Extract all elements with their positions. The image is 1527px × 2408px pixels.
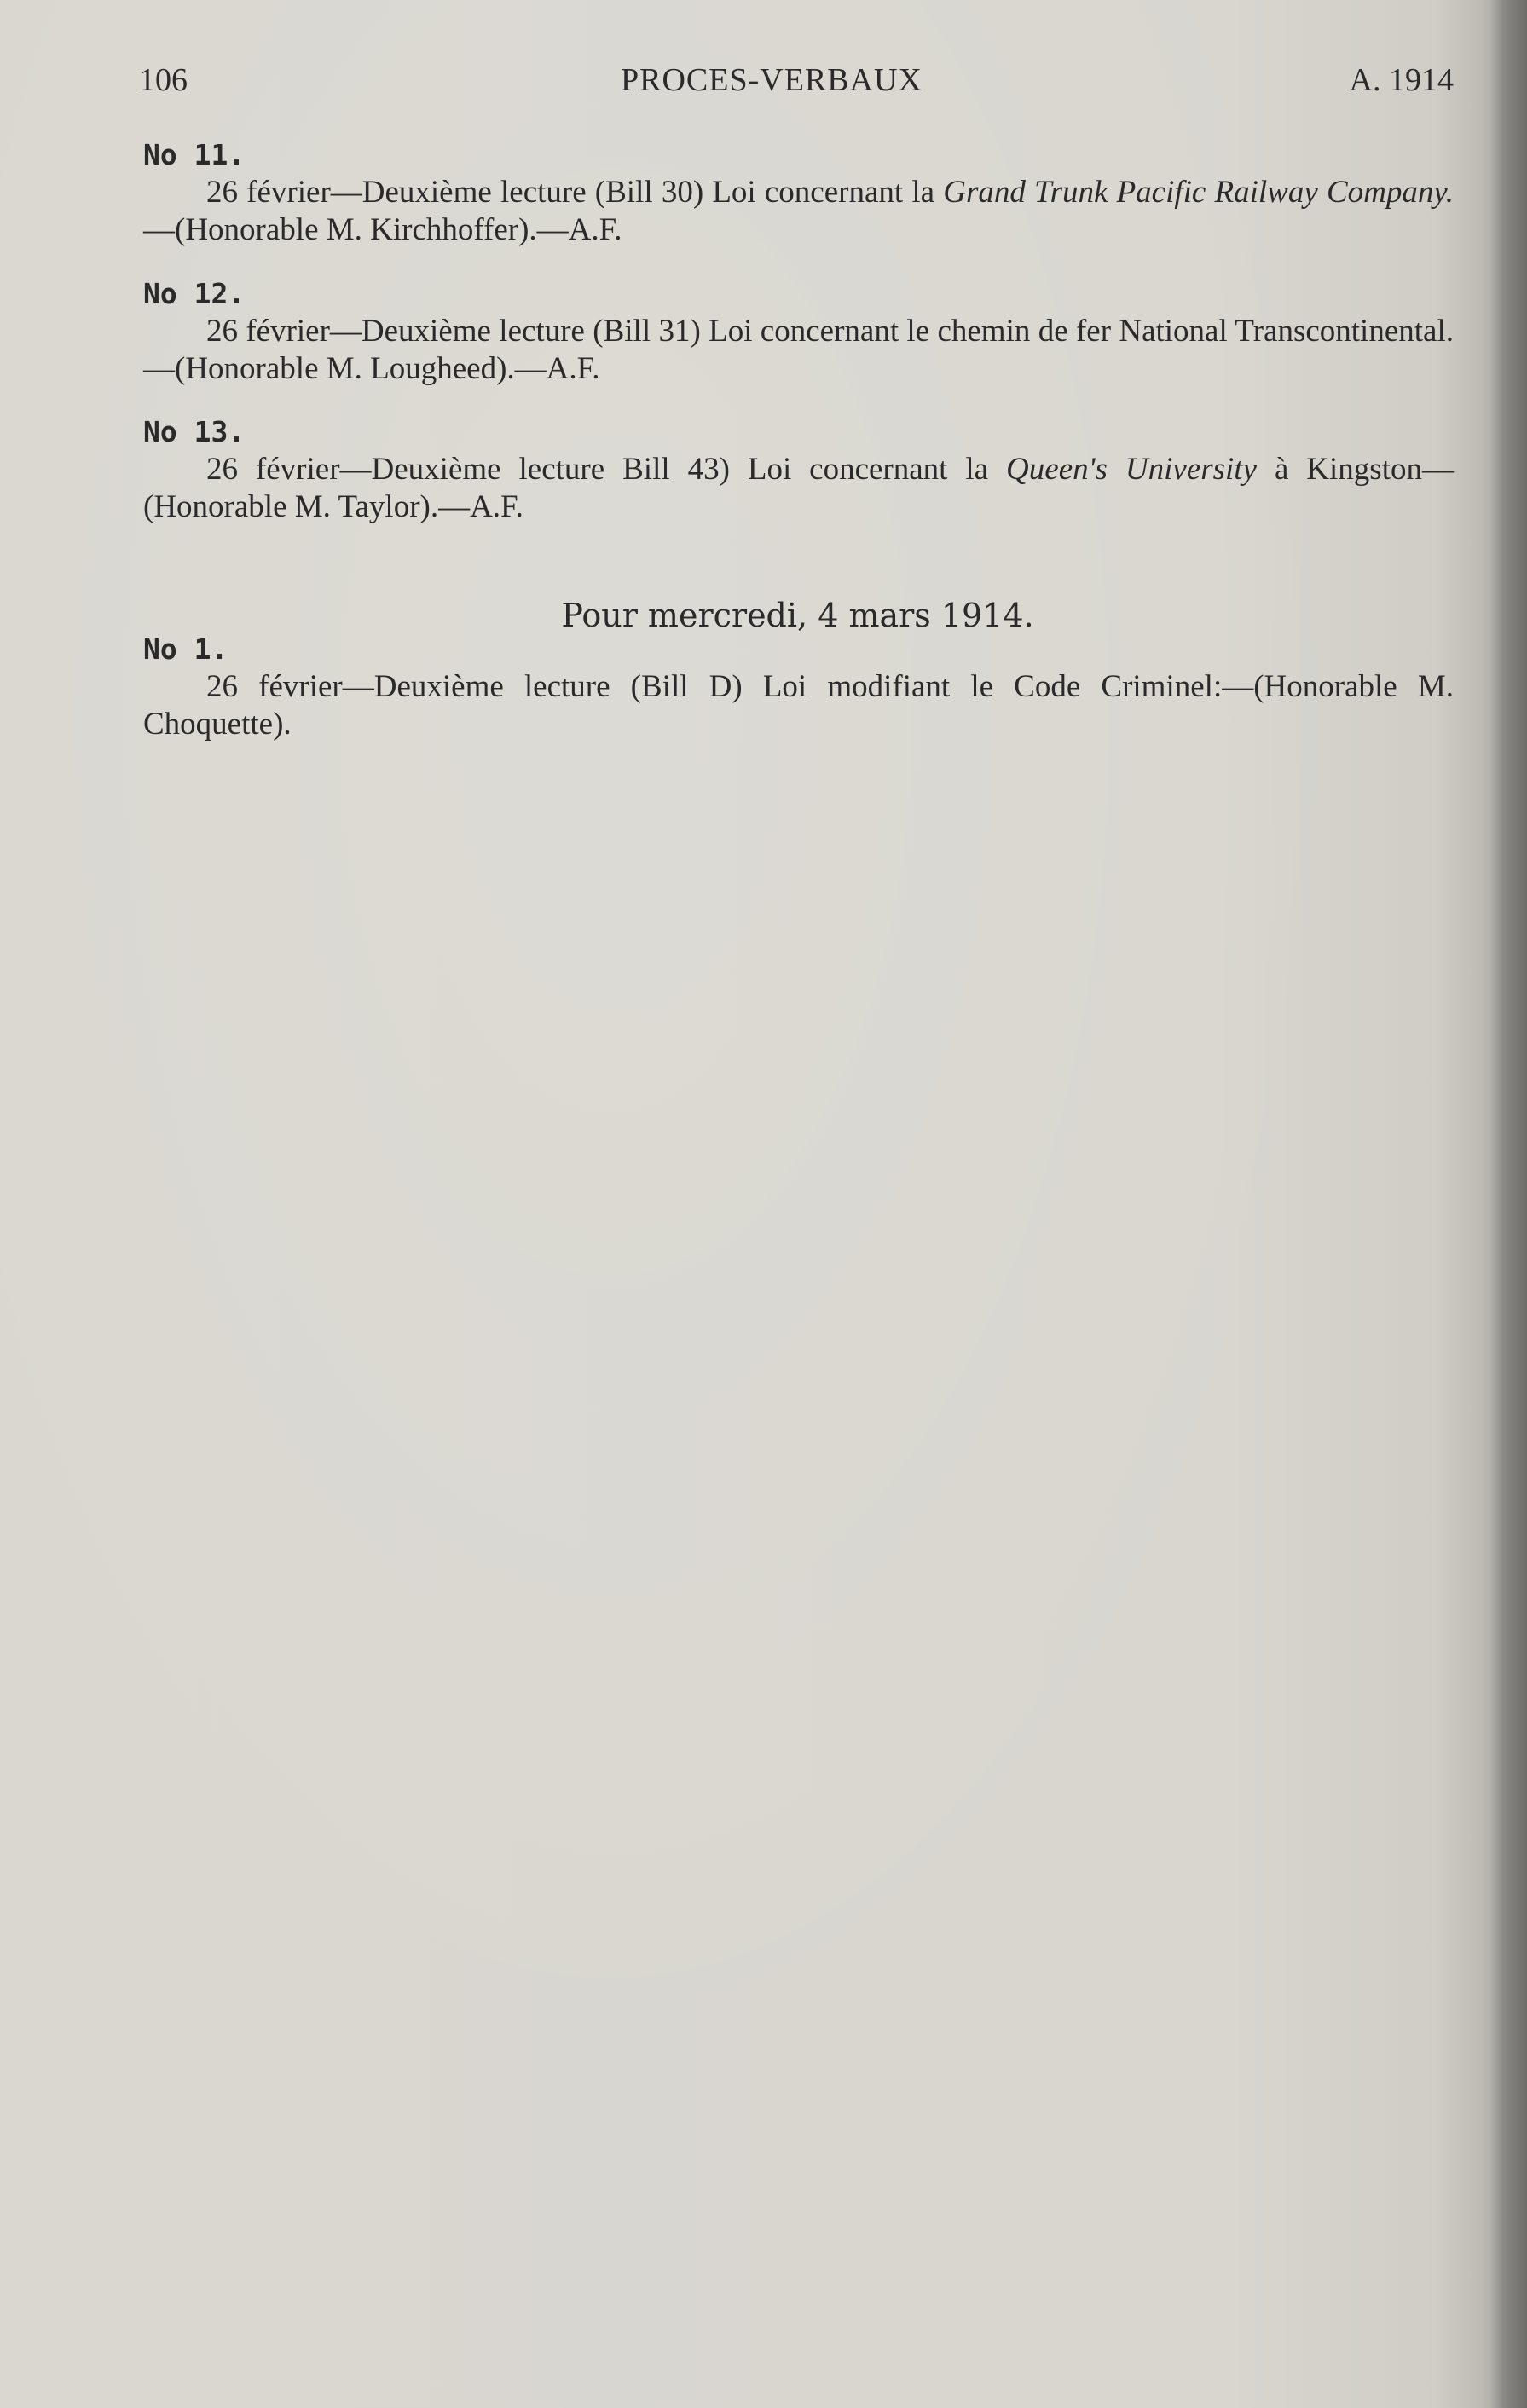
entry-label: No 12.: [143, 277, 246, 310]
entry-text-part: 26 février—Deuxième lecture (Bill 30) Loi concernant la: [206, 175, 944, 210]
header-year: A. 1914: [1349, 62, 1454, 98]
entry-text-part: —(Honorable M. Kirchhoffer).—A.F.: [143, 212, 622, 247]
entry-text: 26 février—Deuxième lecture (Bill D) Loi modifiant le Code Criminel:—(Honorable M. Choquette).: [143, 669, 1454, 742]
entry-text: 26 février—Deuxième lecture (Bill 31) Loi concernant le chemin de fer National Transcontinental.—(Honorable M. Lougheed).—A.F.: [143, 314, 1454, 386]
entry-label: No 11.: [143, 138, 246, 171]
entry-text: [143, 174, 1454, 249]
entry-italic-title: Grand Trunk Pacific Railway Company.: [943, 175, 1454, 210]
page-number: 106: [139, 62, 188, 98]
entry-text-part: 26 février—Deuxième lecture Bill 43) Loi concernant la: [206, 452, 1007, 487]
page-header: [139, 61, 1454, 104]
entry-label: No 1.: [143, 632, 228, 666]
section-heading: Pour mercredi, 4 mars 1914.: [561, 597, 1034, 634]
entry-no-13: [143, 413, 1454, 526]
entry-label: No 13.: [143, 415, 246, 448]
entry-text: [143, 451, 1454, 526]
entry-no-1: [143, 631, 1454, 743]
entry-no-12: [143, 275, 1454, 388]
entry-italic-title: Queen's University: [1006, 452, 1257, 487]
running-title: PROCES-VERBAUX: [621, 62, 923, 98]
book-spine-shadow: [1489, 0, 1527, 2408]
entry-text-part: à Kingston—(Honorable M. Taylor).—A.F.: [143, 452, 1454, 524]
entry-no-11: [143, 136, 1454, 249]
